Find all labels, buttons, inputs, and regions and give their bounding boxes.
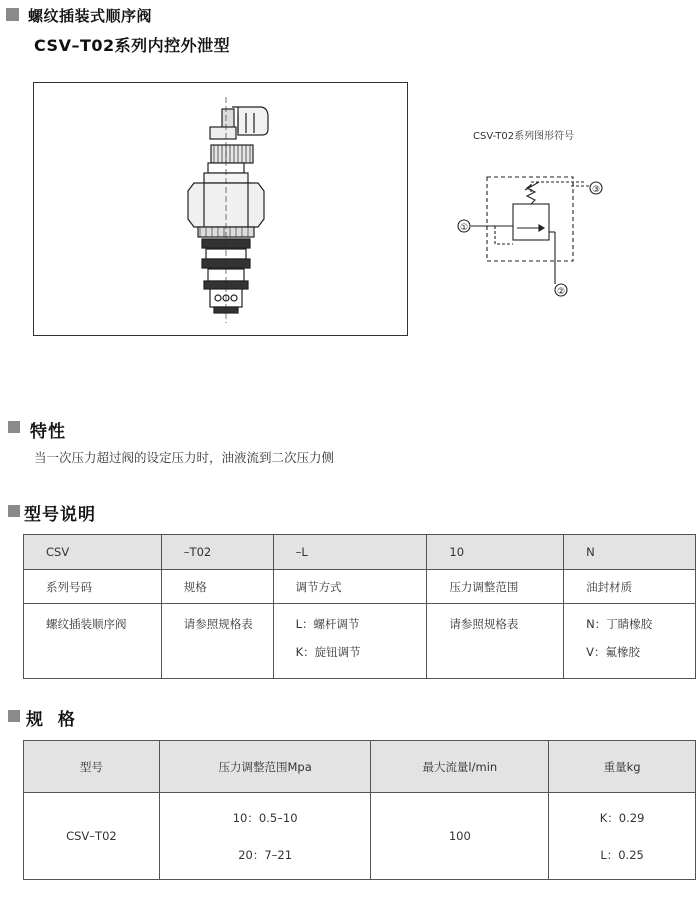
- section-marker: [8, 710, 20, 722]
- table-row: [24, 604, 696, 679]
- cell-text: L：0.25: [600, 847, 644, 862]
- table-cell: 系列号码: [24, 570, 162, 604]
- port-1-label: ①: [459, 223, 469, 233]
- model-table: [23, 534, 696, 679]
- table-cell: [273, 604, 427, 679]
- cell-text: 螺纹插装顺序阀: [46, 617, 127, 631]
- cell-text: K：0.29: [599, 810, 645, 825]
- table-cell: 油封材质: [564, 570, 696, 604]
- port-3-label: ③: [591, 185, 601, 195]
- table-cell: [161, 604, 273, 679]
- table-header: 重量kg: [549, 741, 696, 793]
- section-marker: [8, 505, 20, 517]
- features-text: 当一次压力超过阀的设定压力时，油液流到二次压力侧: [34, 450, 335, 465]
- spec-heading: 规 格: [26, 710, 76, 730]
- table-cell: 调节方式: [273, 570, 427, 604]
- table-cell: N: [564, 535, 696, 570]
- port-2-label: ②: [556, 287, 566, 297]
- table-cell: CSV: [24, 535, 162, 570]
- section-marker: [8, 421, 20, 433]
- table-row: [24, 741, 696, 793]
- table-header: 最大流量l/min: [371, 741, 549, 793]
- table-cell: [549, 793, 696, 880]
- heading-marker: [6, 8, 19, 21]
- cell-text: 20：7–21: [238, 847, 293, 862]
- table-cell: 10: [427, 535, 564, 570]
- valve-illustration: [34, 83, 407, 335]
- symbol-title: CSV-T02系列图形符号: [473, 131, 575, 142]
- table-cell: CSV–T02: [24, 793, 160, 880]
- cell-text: 请参照规格表: [449, 617, 519, 631]
- table-cell: –L: [273, 535, 427, 570]
- spec-table: [23, 740, 696, 880]
- table-cell: –T02: [161, 535, 273, 570]
- table-cell: [564, 604, 696, 679]
- table-cell: [159, 793, 371, 880]
- table-cell: 规格: [161, 570, 273, 604]
- cell-text: L：螺杆调节: [295, 617, 360, 631]
- table-cell: [427, 604, 564, 679]
- hydraulic-symbol: [455, 170, 615, 302]
- cell-text: K：旋钮调节: [295, 645, 361, 659]
- table-row: [24, 535, 696, 570]
- cell-text: N：丁睛橡胶: [586, 617, 653, 631]
- table-cell: [24, 604, 162, 679]
- table-cell: 压力调整范围: [427, 570, 564, 604]
- product-image-frame: [33, 82, 408, 336]
- cell-text: V：氟橡胶: [586, 645, 641, 659]
- cell-text: 10：0.5–10: [232, 810, 298, 825]
- table-header: 压力调整范围Mpa: [159, 741, 371, 793]
- features-heading: 特性: [30, 422, 66, 442]
- table-cell: 100: [371, 793, 549, 880]
- table-header: 型号: [24, 741, 160, 793]
- table-row: [24, 793, 696, 880]
- model-heading: 型号说明: [24, 505, 96, 525]
- cell-text: 请参照规格表: [183, 617, 253, 631]
- page-subtitle: CSV–T02系列内控外泄型: [34, 36, 231, 55]
- page-title: 螺纹插装式顺序阀: [28, 7, 153, 25]
- table-row: [24, 570, 696, 604]
